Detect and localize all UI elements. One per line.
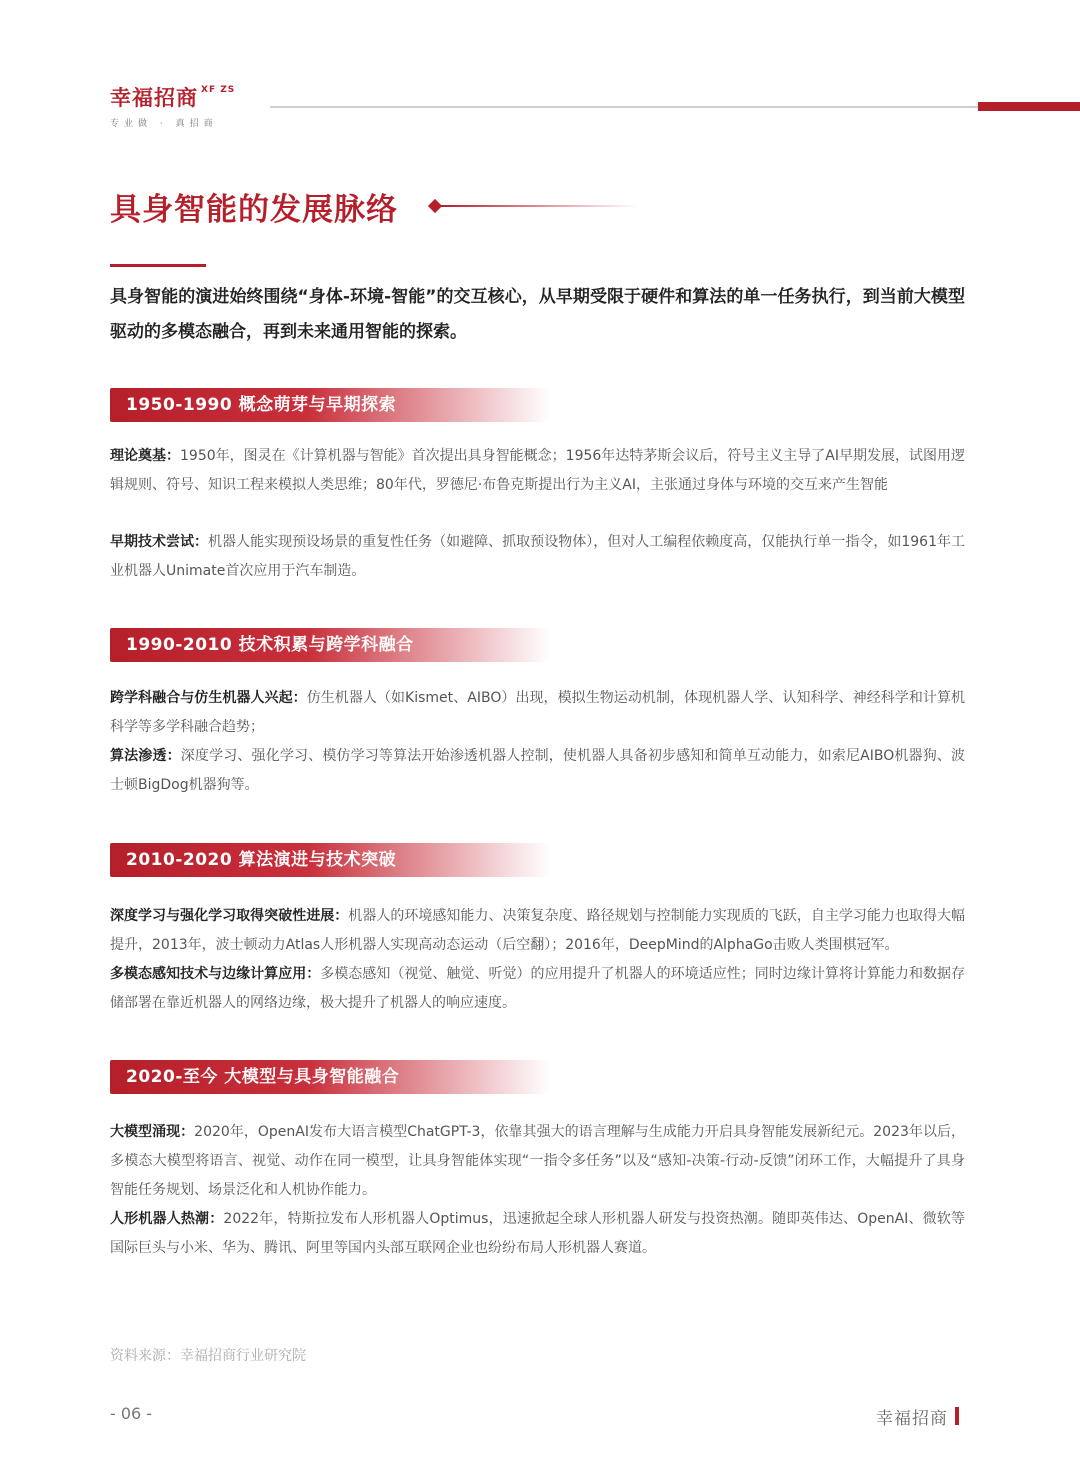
section-heading-2010-2020: 2010-2020 算法演进与技术突破 xyxy=(110,843,550,877)
section-heading-2020-now: 2020-至今 大模型与具身智能融合 xyxy=(110,1060,550,1094)
page-title: 具身智能的发展脉络 xyxy=(110,192,398,228)
section-3-item-1: 深度学习与强化学习取得突破性进展：机器人的环境感知能力、决策复杂度、路径规划与控制能力实现质的飞跃，自主学习能力也取得大幅提升，2013年，波士顿动力Atlas人形机器人实现高动态运动（后空翻）；2016年，DeepMind的AlphaGo击败人类围棋冠军。 xyxy=(110,908,966,953)
logo-mark: XF ZS xyxy=(201,85,236,95)
footer-brand: 幸福招商 xyxy=(876,1409,948,1429)
section-1-item-2: 早期技术尝试：机器人能实现预设场景的重复性任务（如避障、抓取预设物体），但对人工编程依赖度高，仅能执行单一指令，如1961年工业机器人Unimate首次应用于汽车制造。 xyxy=(110,534,965,579)
page-number: - 06 - xyxy=(110,1404,153,1423)
section-1-item-1: 理论奠基：1950年，图灵在《计算机器与智能》首次提出具身智能概念；1956年达特茅斯会议后，符号主义主导了AI早期发展，试图用逻辑规则、符号、知识工程来模拟人类思维；80年代，罗德尼·布鲁克斯提出行为主义AI，主张通过身体与环境的交互来产生智能 xyxy=(110,448,966,493)
title-decoration xyxy=(428,199,638,213)
source-note: 资料来源：幸福招商行业研究院 xyxy=(110,1348,306,1364)
logo-wordmark: 幸福招商 XF ZS xyxy=(110,85,236,110)
header-divider xyxy=(270,106,980,108)
title-underline xyxy=(110,264,206,267)
footer-accent-bar xyxy=(955,1407,959,1425)
logo-slogan: 专业做 · 真招商 xyxy=(110,119,218,129)
header-accent-bar xyxy=(978,102,1080,111)
section-2-item-2: 算法渗透：深度学习、强化学习、模仿学习等算法开始渗透机器人控制，使机器人具备初步感知和简单互动能力，如索尼AIBO机器狗、波士顿BigDog机器狗等。 xyxy=(110,748,966,793)
section-heading-1990-2010: 1990-2010 技术积累与跨学科融合 xyxy=(110,628,550,662)
section-2-item-1: 跨学科融合与仿生机器人兴起：仿生机器人（如Kismet、AIBO）出现，模拟生物运动机制，体现机器人学、认知科学、神经科学和计算机科学等多学科融合趋势； xyxy=(110,690,965,735)
brand-logo xyxy=(110,86,235,129)
diamond-icon xyxy=(428,199,442,213)
intro-paragraph: 具身智能的演进始终围绕“身体-环境-智能”的交互核心，从早期受限于硬件和算法的单一任务执行，到当前大模型驱动的多模态融合，再到未来通用智能的探索。 xyxy=(110,287,965,342)
section-3-item-2: 多模态感知技术与边缘计算应用：多模态感知（视觉、触觉、听觉）的应用提升了机器人的环境适应性；同时边缘计算将计算能力和数据存储部署在靠近机器人的网络边缘，极大提升了机器人的响应速度。 xyxy=(110,966,965,1011)
section-4-item-1: 大模型涌现：2020年，OpenAI发布大语言模型ChatGPT-3，依靠其强大的语言理解与生成能力开启具身智能发展新纪元。2023年以后，多模态大模型将语言、视觉、动作在同一模型，让具身智能体实现“一指令多任务”以及“感知-决策-行动-反馈”闭环工作，大幅提升了具身智能任务规划、场景泛化和人机协作能力。 xyxy=(110,1124,965,1198)
section-heading-1950-1990: 1950-1990 概念萌芽与早期探索 xyxy=(110,388,550,422)
section-4-item-2: 人形机器人热潮：2022年，特斯拉发布人形机器人Optimus，迅速掀起全球人形机器人研发与投资热潮。随即英伟达、OpenAI、微软等国际巨头与小米、华为、腾讯、阿里等国内头部互联网企业也纷纷布局人形机器人赛道。 xyxy=(110,1211,965,1256)
